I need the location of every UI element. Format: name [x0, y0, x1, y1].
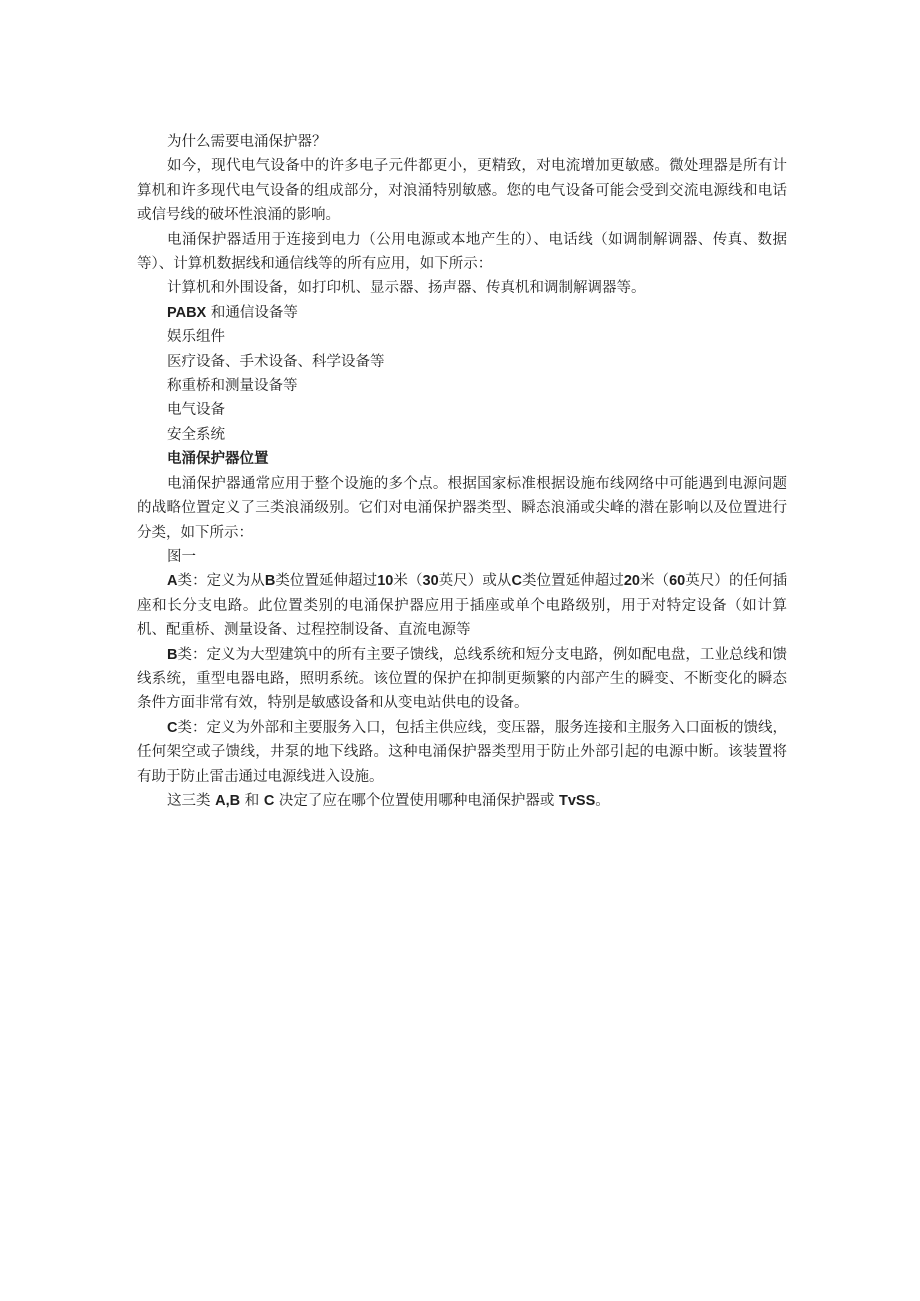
pabx-code: PABX: [167, 304, 207, 321]
application-item-pabx: [137, 301, 787, 325]
category-b-paragraph: B类：定义为大型建筑中的所有主要子馈线，总线系统和短分支电路，例如配电盘，工业总线和馈线系统，重型电器电路，照明系统。该位置的保护在抑制更频繁的内部产生的瞬变、不断变化的瞬态条件方面非常有效，特别是敏感设备和从变电站供电的设备。: [137, 646, 787, 712]
category-a-label: A: [167, 573, 178, 590]
pabx-text: 和通信设备等: [210, 304, 298, 321]
application-item-security: 安全系统: [167, 426, 225, 443]
intro-paragraph-2: 电涌保护器适用于连接到电力（公用电源或本地产生的）、电话线（如调制解调器、传真、数据等）、计算机数据线和通信线等的所有应用，如下所示：: [137, 231, 787, 273]
application-item-electrical: 电气设备: [167, 402, 225, 419]
document-page: [137, 130, 787, 813]
category-b-label: B: [167, 646, 178, 663]
category-c-label: C: [167, 719, 178, 736]
intro-paragraph-1: 如今，现代电气设备中的许多电子元件都更小，更精致，对电流增加更敏感。微处理器是所有计算机和许多现代电气设备的组成部分，对浪涌特别敏感。您的电气设备可能会受到交流电源线和电话或信号线的破坏性浪涌的影响。: [137, 158, 787, 224]
application-item-medical: 医疗设备、手术设备、科学设备等: [167, 353, 385, 370]
figure-label: 图一: [167, 548, 196, 565]
section-heading-location: 电涌保护器位置: [167, 451, 269, 468]
category-c-paragraph: C类：定义为外部和主要服务入口，包括主供应线，变压器，服务连接和主服务入口面板的馈线，任何架空或子馈线，井泵的地下线路。这种电涌保护器类型用于防止外部引起的电源中断。该装置将有助于防止雷击通过电源线进入设施。: [137, 719, 787, 785]
application-item-weighbridge: 称重桥和测量设备等: [167, 378, 298, 395]
document-title: 为什么需要电涌保护器？: [167, 134, 327, 150]
application-item-entertainment: 娱乐组件: [167, 329, 225, 346]
location-paragraph: 电涌保护器通常应用于整个设施的多个点。根据国家标准根据设施布线网络中可能遇到电源问题的战略位置定义了三类浪涌级别。它们对电涌保护器类型、瞬态浪涌或尖峰的潜在影响以及位置进行分类，如下所示：: [137, 475, 787, 541]
category-a-paragraph: A类：定义为从B类位置延伸超过10米（30英尺）或从C类位置延伸超过20米（60英尺）的任何插座和长分支电路。此位置类别的电涌保护器应用于插座或单个电路级别，用于对特定设备（如计算机、配重桥、测量设备、过程控制设备、直流电源等: [137, 573, 788, 639]
conclusion-paragraph: 这三类 A,B 和 C 决定了应在哪个位置使用哪种电涌保护器或 TvSS。: [167, 792, 610, 809]
application-item-computers: 计算机和外围设备，如打印机、显示器、扬声器、传真机和调制解调器等。: [167, 280, 646, 297]
